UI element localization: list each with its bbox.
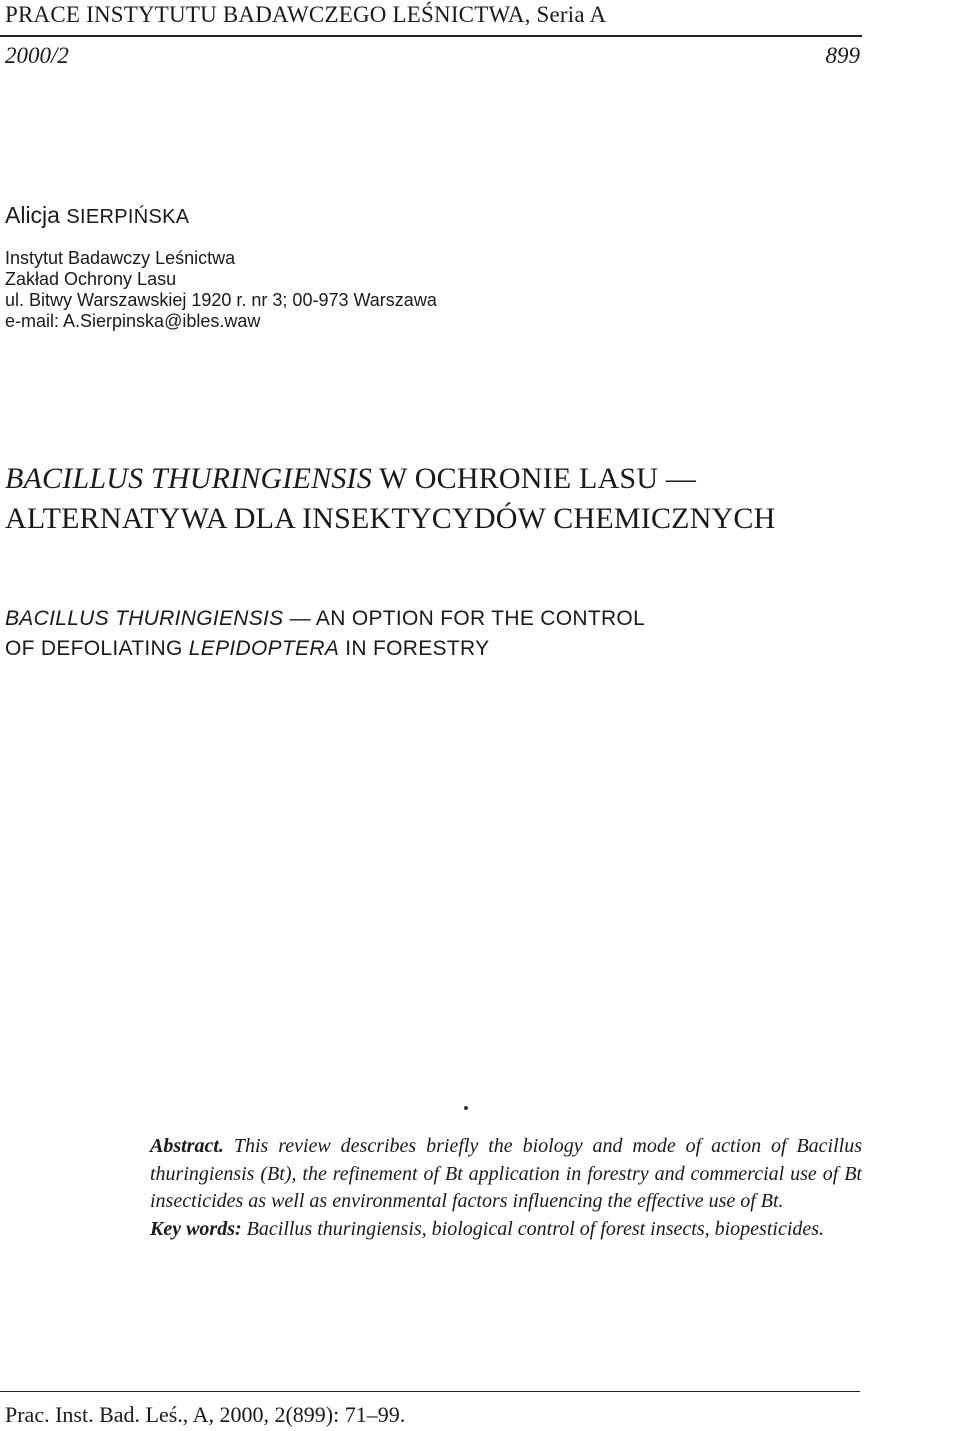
- abstract-label: Abstract.: [150, 1135, 224, 1157]
- title-pl-line2: ALTERNATYWA DLA INSEKTYCYDÓW CHEMICZNYCH: [5, 502, 776, 535]
- keywords-text: Bacillus thuringiensis, biological control of forest insects, biopesticides.: [246, 1217, 825, 1240]
- title-en-line1: [5, 607, 645, 631]
- affiliation-department: Zakład Ochrony Lasu: [5, 269, 177, 289]
- keywords-paragraph: Key words: Bacillus thuringiensis, biological control of forest insects, biopesticides.: [150, 1217, 825, 1240]
- title-pl-line1: [5, 462, 696, 496]
- title-en-line2-suffix: IN FORESTRY: [345, 637, 490, 660]
- title-en-line1-rest: — AN OPTION FOR THE CONTROL: [289, 607, 646, 630]
- title-en-species: BACILLUS THURINGIENSIS: [5, 607, 284, 630]
- title-en-taxon: LEPIDOPTERA: [188, 637, 340, 660]
- header-rule: [0, 35, 862, 37]
- abstract-block: [150, 1133, 862, 1243]
- title-en-line2: [5, 637, 489, 661]
- author-given-name: Alicja: [5, 202, 60, 228]
- author-surname: SIERPIŃSKA: [66, 206, 190, 228]
- affiliation-address: ul. Bitwy Warszawskiej 1920 r. nr 3; 00-973 Warszawa: [5, 290, 437, 310]
- author-name: [5, 202, 189, 229]
- title-en-line2-prefix: OF DEFOLIATING: [5, 637, 183, 660]
- footer-rule: [0, 1391, 860, 1392]
- citation: Prac. Inst. Bad. Leś., A, 2000, 2(899): 71–99.: [5, 1402, 406, 1427]
- title-pl-species: BACILLUS THURINGIENSIS: [5, 462, 372, 495]
- affiliation-email: e-mail: A.Sierpinska@ibles.waw: [5, 311, 261, 331]
- page-number: 899: [825, 43, 860, 68]
- issue-number: 2000/2: [5, 43, 69, 68]
- affiliation-institute: Instytut Badawczy Leśnictwa: [5, 248, 236, 268]
- abstract-text: This review describes briefly the biology and mode of action of Bacillus thuringiensis (Bt), the refinement of Bt application in forestry and commercial use of Bt insecticides as well as environmental factors influencing the effective use of Bt.: [150, 1135, 863, 1212]
- keywords-label: Key words: [150, 1217, 235, 1240]
- scan-speck: [464, 1106, 468, 1110]
- journal-title: PRACE INSTYTUTU BADAWCZEGO LEŚNICTWA, Seria A: [5, 2, 607, 27]
- title-pl-line1-rest: W OCHRONIE LASU —: [379, 462, 697, 495]
- abstract-paragraph: [150, 1133, 862, 1216]
